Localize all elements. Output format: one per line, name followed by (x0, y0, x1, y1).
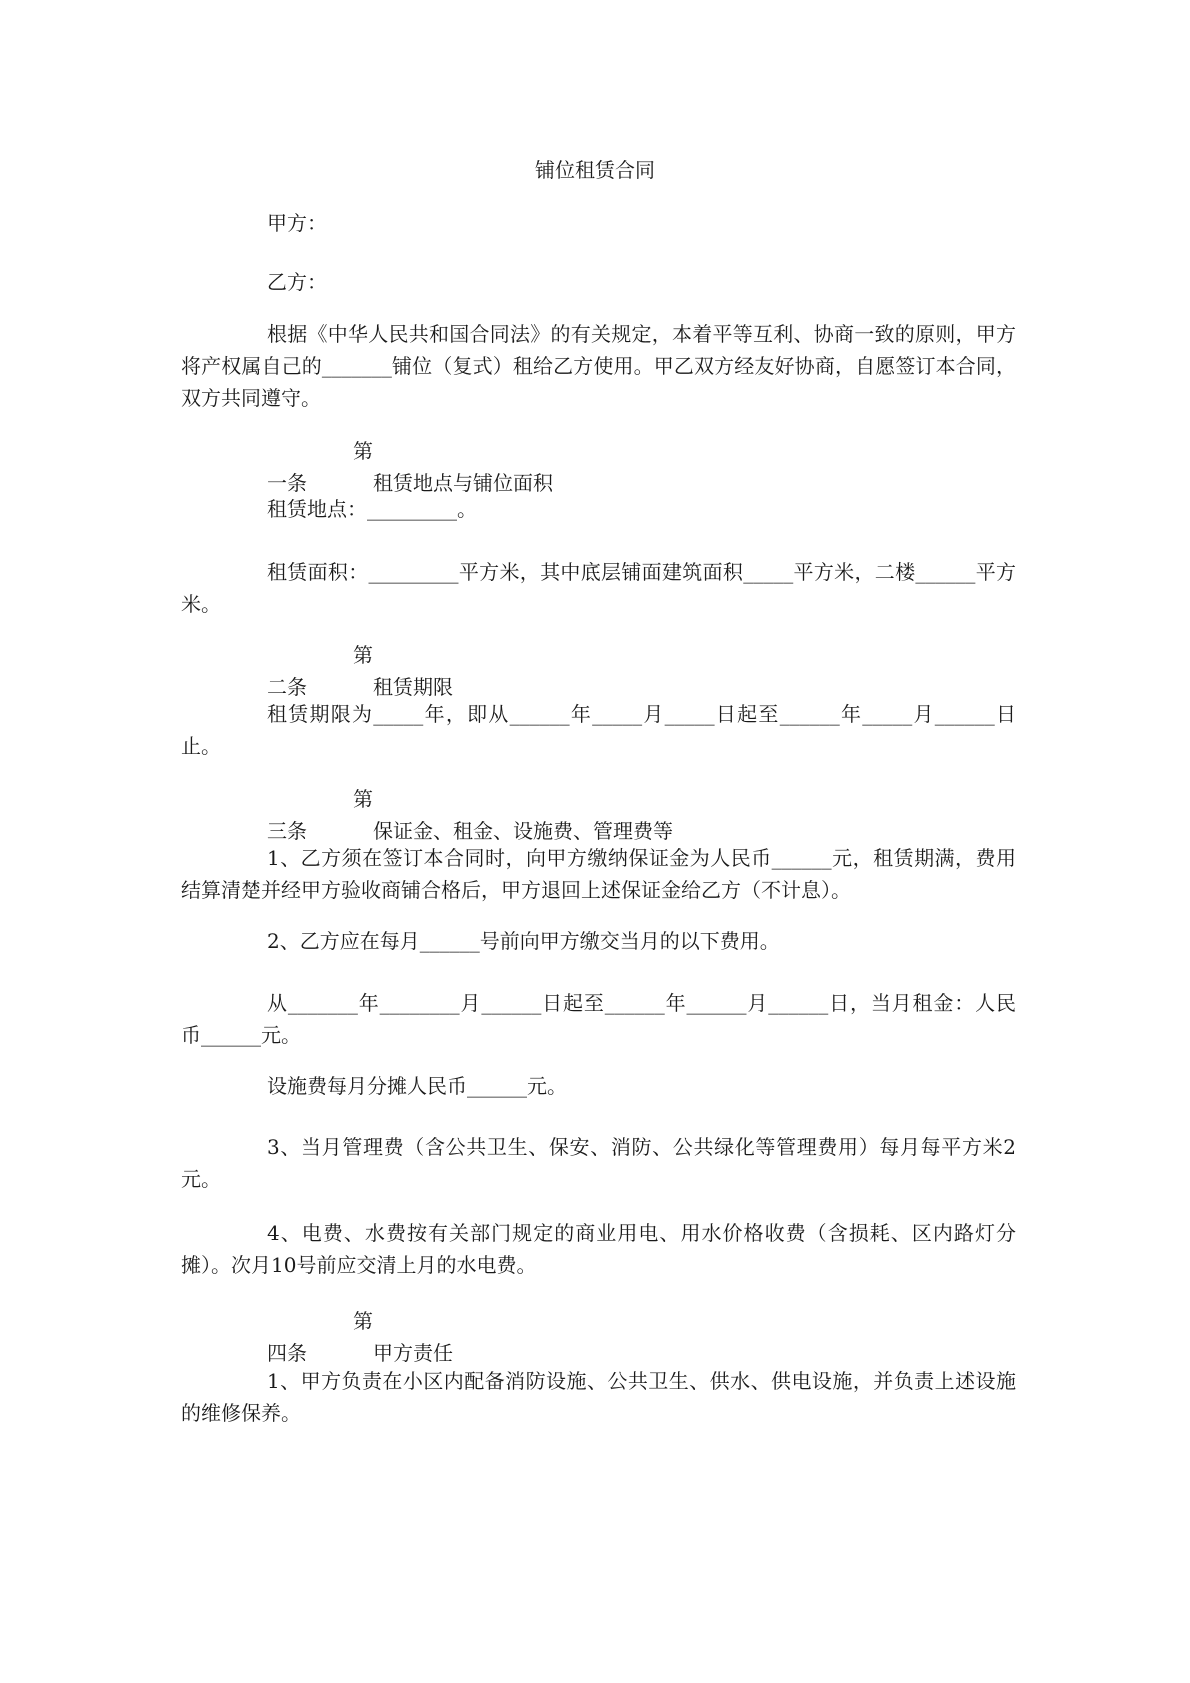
article-1-number: 第一条 (267, 439, 373, 495)
article-2-number: 第二条 (267, 643, 373, 699)
clause-3-1: 1、乙方须在签订本合同时，向甲方缴纳保证金为人民币______元，租赁期满，费用结算清楚并经甲方验收商铺合格后，甲方退回上述保证金给乙方（不计息）。 (181, 846, 1016, 902)
article-1-heading (181, 435, 1016, 499)
clause-3-4: 4、电费、水费按有关部门规定的商业用电、用水价格收费（含损耗、区内路灯分摊）。次月10号前应交清上月的水电费。 (181, 1221, 1016, 1277)
clause-4-1: 1、甲方负责在小区内配备消防设施、公共卫生、供水、供电设施，并负责上述设施的维修保养。 (181, 1369, 1016, 1425)
rent-paragraph: 从_______年________月______日起至______年______月______日，当月租金：人民币______元。 (181, 991, 1016, 1047)
area-paragraph: 租赁面积：_________平方米，其中底层铺面建筑面积_____平方米，二楼______平方米。 (181, 560, 1016, 616)
article-2-title: 租赁期限 (373, 675, 453, 699)
intro-paragraph: 根据《中华人民共和国合同法》的有关规定，本着平等互利、协商一致的原则，甲方将产权属自己的_______铺位（复式）租给乙方使用。甲乙双方经友好协商，自愿签订本合同，双方共同遵守。 (181, 322, 1016, 410)
party-a-line: 甲方： (267, 211, 327, 235)
clause-3-3: 3、当月管理费（含公共卫生、保安、消防、公共绿化等管理费用）每月每平方米2元。 (181, 1135, 1016, 1191)
article-3-title: 保证金、租金、设施费、管理费等 (373, 819, 673, 843)
article-4-title: 甲方责任 (373, 1341, 453, 1365)
clause-3-2: 2、乙方应在每月______号前向甲方缴交当月的以下费用。 (267, 929, 780, 953)
article-4-heading (181, 1305, 1016, 1369)
article-2-heading (181, 639, 1016, 703)
article-4-number: 第四条 (267, 1309, 373, 1365)
party-b-line: 乙方： (267, 270, 327, 294)
article-3-number: 第三条 (267, 787, 373, 843)
article-3-heading (181, 783, 1016, 847)
document-title: 铺位租赁合同 (535, 158, 655, 182)
article-1-title: 租赁地点与铺位面积 (373, 471, 553, 495)
facility-fee-line: 设施费每月分摊人民币______元。 (267, 1074, 567, 1098)
location-line: 租赁地点：_________。 (267, 497, 477, 521)
term-paragraph: 租赁期限为_____年，即从______年_____月_____日起至______年_____月______日止。 (181, 702, 1016, 758)
